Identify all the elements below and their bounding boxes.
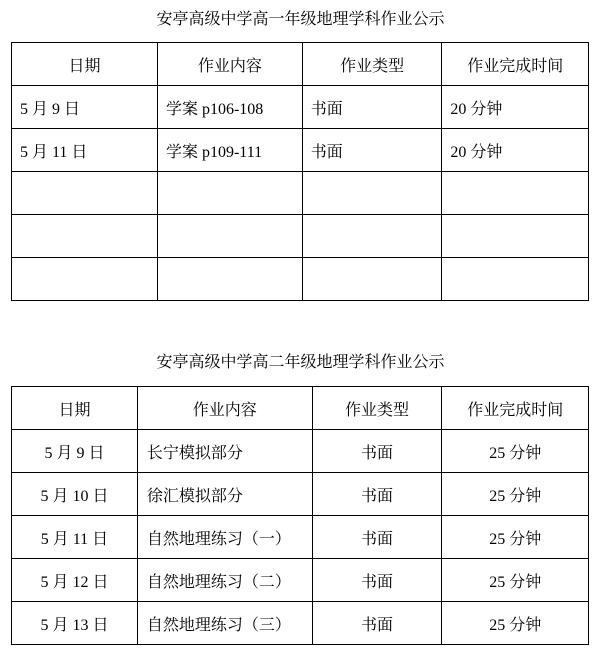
cell-type bbox=[302, 215, 442, 258]
grade1-homework-table bbox=[11, 42, 589, 301]
cell-date: 5 月 11 日 bbox=[12, 129, 158, 172]
cell-time: 25 分钟 bbox=[442, 559, 589, 602]
table-row bbox=[12, 559, 589, 602]
header-row bbox=[12, 387, 589, 430]
header-cell-time: 作业完成时间 bbox=[442, 43, 589, 86]
cell-type: 书面 bbox=[312, 516, 442, 559]
grade2-homework-table-title: 安亭高级中学高二年级地理学科作业公示 bbox=[156, 354, 445, 371]
cell-date bbox=[12, 172, 158, 215]
cell-content bbox=[157, 215, 302, 258]
table-row bbox=[12, 258, 589, 301]
table-row bbox=[12, 129, 589, 172]
header-cell-time: 作业完成时间 bbox=[442, 387, 589, 430]
table-row bbox=[12, 215, 589, 258]
cell-date: 5 月 9 日 bbox=[12, 430, 138, 473]
cell-time: 20 分钟 bbox=[442, 129, 589, 172]
header-cell-type: 作业类型 bbox=[312, 387, 442, 430]
cell-time: 25 分钟 bbox=[442, 430, 589, 473]
grade1-homework-table-title: 安亭高级中学高一年级地理学科作业公示 bbox=[156, 11, 445, 28]
cell-time: 20 分钟 bbox=[442, 86, 589, 129]
cell-type: 书面 bbox=[312, 430, 442, 473]
header-cell-content: 作业内容 bbox=[137, 387, 312, 430]
header-row bbox=[12, 43, 589, 86]
cell-date: 5 月 9 日 bbox=[12, 86, 158, 129]
cell-time: 25 分钟 bbox=[442, 602, 589, 645]
cell-date: 5 月 12 日 bbox=[12, 559, 138, 602]
cell-content bbox=[157, 172, 302, 215]
cell-time bbox=[442, 215, 589, 258]
cell-type: 书面 bbox=[302, 86, 442, 129]
cell-time: 25 分钟 bbox=[442, 473, 589, 516]
table-row bbox=[12, 473, 589, 516]
cell-content: 学案 p106-108 bbox=[157, 86, 302, 129]
table-row bbox=[12, 172, 589, 215]
cell-date: 5 月 10 日 bbox=[12, 473, 138, 516]
cell-content bbox=[157, 258, 302, 301]
cell-content: 徐汇模拟部分 bbox=[137, 473, 312, 516]
header-cell-date: 日期 bbox=[12, 387, 138, 430]
grade2-homework-table bbox=[11, 386, 589, 645]
cell-content: 自然地理练习（三） bbox=[137, 602, 312, 645]
cell-type bbox=[302, 172, 442, 215]
cell-date: 5 月 11 日 bbox=[12, 516, 138, 559]
table-row bbox=[12, 602, 589, 645]
cell-content: 长宁模拟部分 bbox=[137, 430, 312, 473]
header-cell-date: 日期 bbox=[12, 43, 158, 86]
table-row bbox=[12, 86, 589, 129]
cell-date bbox=[12, 215, 158, 258]
cell-type: 书面 bbox=[312, 473, 442, 516]
cell-type: 书面 bbox=[312, 559, 442, 602]
cell-date bbox=[12, 258, 158, 301]
cell-content: 自然地理练习（二） bbox=[137, 559, 312, 602]
cell-date: 5 月 13 日 bbox=[12, 602, 138, 645]
cell-type: 书面 bbox=[302, 129, 442, 172]
table-row bbox=[12, 516, 589, 559]
cell-content: 自然地理练习（一） bbox=[137, 516, 312, 559]
header-cell-type: 作业类型 bbox=[302, 43, 442, 86]
cell-type bbox=[302, 258, 442, 301]
table-row bbox=[12, 430, 589, 473]
cell-time bbox=[442, 172, 589, 215]
cell-time bbox=[442, 258, 589, 301]
header-cell-content: 作业内容 bbox=[157, 43, 302, 86]
cell-content: 学案 p109-111 bbox=[157, 129, 302, 172]
cell-time: 25 分钟 bbox=[442, 516, 589, 559]
cell-type: 书面 bbox=[312, 602, 442, 645]
